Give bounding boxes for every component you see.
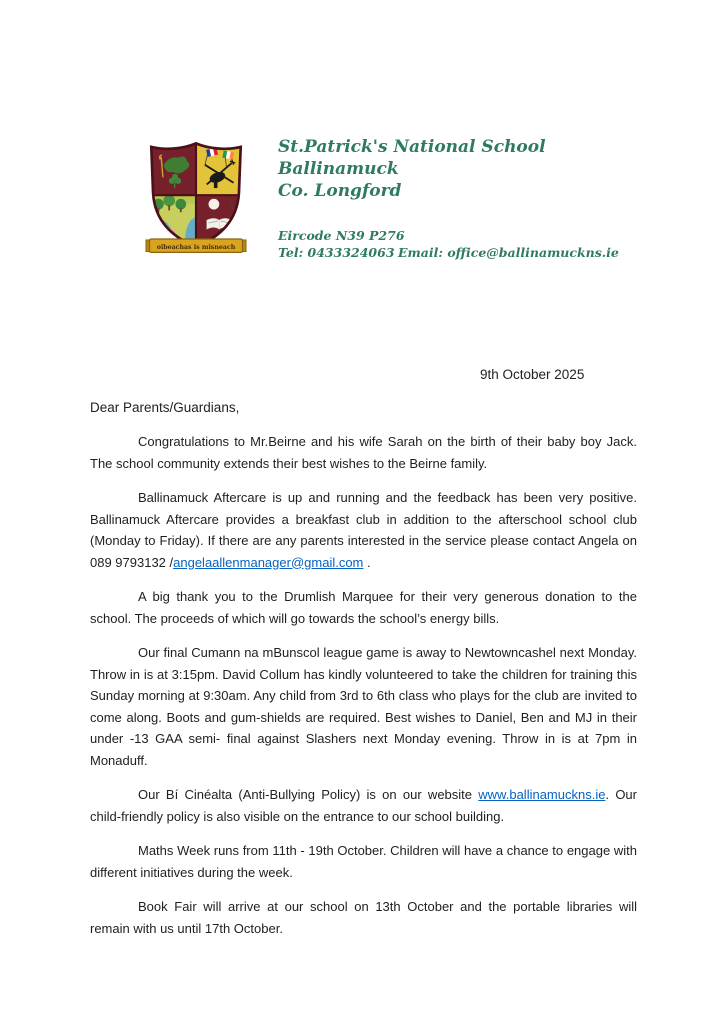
letter-body — [90, 431, 637, 952]
letter-paragraph: A big thank you to the Drumlish Marquee for their very generous donation to the school. The proceeds of which will go towards the school’s energy bills. — [90, 589, 637, 626]
letter-paragraph: Ballinamuck Aftercare is up and running and the feedback has been very positive. Ballinamuck Aftercare provides a breakfast club in addition to the afterschool school club (Monday to Friday). If there are any parents interested in the service please contact Angela on 089 9793132 /angelaallenmanager@gmail.com . — [90, 490, 637, 570]
letter-paragraph: Congratulations to Mr.Beirne and his wife Sarah on the birth of their baby boy Jack. The school community extends their best wishes to the Beirne family. — [90, 434, 637, 471]
letter-paragraph: Maths Week runs from 11th - 19th October. Children will have a chance to engage with different initiatives during the week. — [90, 843, 637, 880]
letter-paragraph: Our final Cumann na mBunscol league game is away to Newtowncashel next Monday. Throw in is at 3:15pm. David Collum has kindly volunteered to take the children for training this Sunday morning at 9:30am. Any child from 3rd to 6th class who plays for the club are invited to come along. Boots and gum-shields are required. Best wishes to Daniel, Ben and MJ in their under -13 GAA semi- final against Slashers next Monday evening. Throw in is at 7pm in Monaduff. — [90, 645, 637, 768]
school-name: St.Patrick's National School — [278, 137, 546, 157]
letter-salutation: Dear Parents/Guardians, — [90, 400, 240, 415]
letter-paragraph: Our Bí Cinéalta (Anti-Bullying Policy) is on our website www.ballinamuckns.ie. Our child-friendly policy is also visible on the entrance to our school building. — [90, 787, 637, 824]
crest-motto-text: oibeachas is misneach — [156, 243, 236, 251]
crest-motto-banner — [146, 239, 246, 252]
school-town: Ballinamuck — [278, 159, 399, 179]
school-eircode: Eircode N39 P276 — [278, 228, 405, 243]
school-county: Co. Longford — [278, 181, 402, 201]
school-email: Email: office@ballinamuckns.ie — [398, 245, 619, 260]
hyperlink[interactable]: angelaallenmanager@gmail.com — [173, 554, 364, 570]
letter-paragraph: Book Fair will arrive at our school on 13th October and the portable libraries will remain with us until 17th October. — [90, 899, 637, 936]
contact-block — [278, 227, 619, 261]
school-crest-logo — [142, 138, 250, 256]
crest-quadrants — [142, 138, 249, 256]
hyperlink[interactable]: www.ballinamuckns.ie — [478, 787, 606, 802]
school-tel: Tel: 0433324063 — [278, 245, 395, 260]
letterhead — [278, 136, 546, 202]
letter-date: 9th October 2025 — [480, 367, 585, 382]
